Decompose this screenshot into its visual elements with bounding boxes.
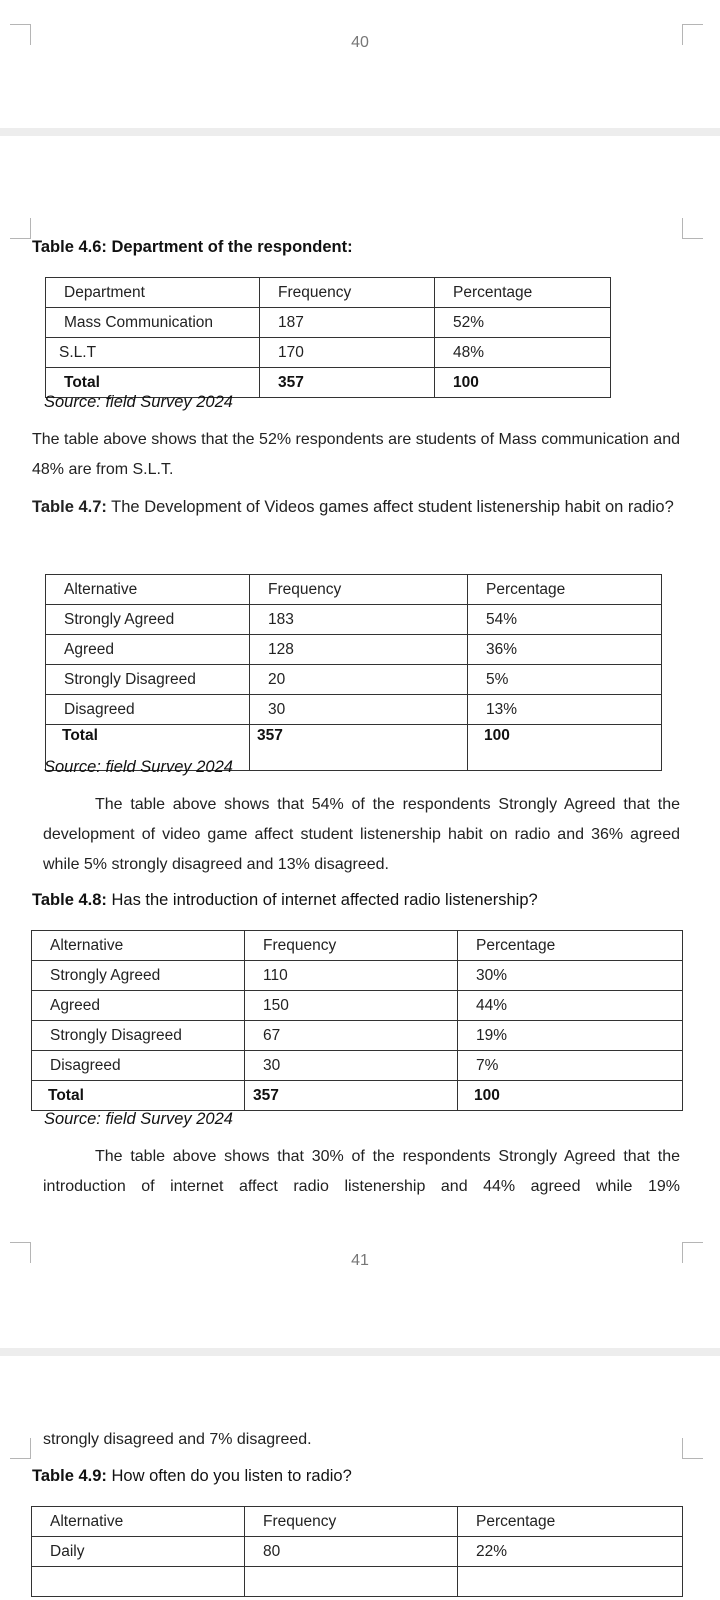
table-header-row (32, 931, 683, 961)
table-4-6 (45, 277, 611, 398)
table-cell: 170 (260, 338, 435, 368)
table-4-7 (45, 574, 662, 771)
header-cell: Alternative (32, 931, 245, 961)
table-row (46, 605, 662, 635)
table-cell: 100 (458, 1081, 683, 1111)
table-total-row (32, 1081, 683, 1111)
page-40 (0, 0, 720, 128)
page-separator (0, 128, 720, 136)
table-cell: Strongly Agreed (32, 961, 245, 991)
summary-text: The table above shows that 54% of the respondents Strongly Agreed that the development of video game affect student listenership habit on radio and 36% agreed while 5% strongly disagreed and 13% disagreed. (43, 796, 680, 873)
table-4-7-caption (32, 492, 680, 522)
summary-text: The table above shows that 30% of the respondents Strongly Agreed that the introduction of internet affect radio listenership and 44% agreed while 19% (43, 1148, 680, 1195)
table-4-7-summary (43, 790, 680, 880)
page-number: 41 (351, 1252, 369, 1269)
table-cell: 52% (435, 308, 611, 338)
table-cell: 150 (245, 991, 458, 1021)
page-separator (0, 1348, 720, 1356)
table-row (32, 1537, 683, 1567)
caption-label: Table 4.9: (32, 1467, 107, 1485)
page-number: 40 (351, 34, 369, 51)
table-cell: 5% (468, 665, 662, 695)
table-header-row (46, 575, 662, 605)
table-cell: Total (46, 368, 260, 398)
table-cell: Agreed (46, 635, 250, 665)
header-cell: Frequency (250, 575, 468, 605)
table-cell: 357 (260, 368, 435, 398)
table-cell (32, 1567, 245, 1597)
table-cell (458, 1567, 683, 1597)
table-cell: Agreed (32, 991, 245, 1021)
caption-title: Department of the respondent: (106, 238, 353, 256)
caption-title: How often do you listen to radio? (106, 1467, 352, 1485)
margin-corner-mark (682, 1438, 703, 1459)
caption-label: Table 4.8: (32, 891, 107, 909)
table-cell: 187 (260, 308, 435, 338)
table-row (32, 1021, 683, 1051)
caption-label: Table 4.6: (32, 238, 107, 256)
table-cell: 19% (458, 1021, 683, 1051)
header-cell: Frequency (245, 1507, 458, 1537)
table-row (32, 1051, 683, 1081)
table-cell: 54% (468, 605, 662, 635)
table-cell: 13% (468, 695, 662, 725)
table-cell: Disagreed (46, 695, 250, 725)
table-cell (245, 1567, 458, 1597)
header-cell: Percentage (435, 278, 611, 308)
header-cell: Percentage (468, 575, 662, 605)
table-header-row (32, 1507, 683, 1537)
table-cell: 80 (245, 1537, 458, 1567)
table-4-8 (31, 930, 683, 1111)
header-cell: Frequency (260, 278, 435, 308)
table-4-9-caption (32, 1467, 352, 1486)
table-cell: Daily (32, 1537, 245, 1567)
header-cell: Department (46, 278, 260, 308)
table-cell: 100 (435, 368, 611, 398)
table-cell: 183 (250, 605, 468, 635)
table-cell: Disagreed (32, 1051, 245, 1081)
table-cell: 20 (250, 665, 468, 695)
table-cell: 44% (458, 991, 683, 1021)
table-4-9 (31, 1506, 683, 1597)
table-cell: Strongly Disagreed (32, 1021, 245, 1051)
table-4-8-caption (32, 891, 538, 910)
table-row (32, 991, 683, 1021)
header-cell: Alternative (46, 575, 250, 605)
table-row (46, 665, 662, 695)
table-cell: 30% (458, 961, 683, 991)
table-cell: 36% (468, 635, 662, 665)
table-cell: 128 (250, 635, 468, 665)
table-cell: Strongly Disagreed (46, 665, 250, 695)
table-cell: Total (32, 1081, 245, 1111)
header-cell: Percentage (458, 1507, 683, 1537)
table-4-6-source: Source: field Survey 2024 (44, 393, 233, 411)
caption-title: Has the introduction of internet affected radio listenership? (106, 891, 538, 909)
table-4-8-summary (43, 1142, 680, 1202)
caption-title: The Development of Videos games affect student listenership habit on radio? (106, 498, 674, 516)
table-cell: 22% (458, 1537, 683, 1567)
table-cell: 48% (435, 338, 611, 368)
table-4-8-summary-continued: strongly disagreed and 7% disagreed. (43, 1431, 312, 1448)
table-4-6-caption (32, 238, 353, 257)
table-cell: 110 (245, 961, 458, 991)
table-row (46, 695, 662, 725)
header-cell: Frequency (245, 931, 458, 961)
table-cell: Total (46, 725, 250, 771)
table-cell: 357 (250, 725, 468, 771)
margin-corner-mark (10, 218, 31, 239)
table-cell: 30 (245, 1051, 458, 1081)
table-cell: 7% (458, 1051, 683, 1081)
table-header-row (46, 278, 611, 308)
table-4-8-source: Source: field Survey 2024 (44, 1110, 233, 1128)
table-4-6-summary: The table above shows that the 52% respondents are students of Mass communication and 48% are from S.L.T. (32, 431, 680, 478)
table-row (32, 961, 683, 991)
table-cell: 357 (245, 1081, 458, 1111)
margin-corner-mark (10, 1438, 31, 1459)
page-42 (0, 1356, 720, 1600)
table-row (46, 338, 611, 368)
table-row (46, 308, 611, 338)
table-4-7-source: Source: field Survey 2024 (44, 758, 233, 776)
table-cell: 67 (245, 1021, 458, 1051)
table-cell: Mass Communication (46, 308, 260, 338)
header-cell: Percentage (458, 931, 683, 961)
header-cell: Alternative (32, 1507, 245, 1537)
margin-corner-mark (682, 218, 703, 239)
table-row (46, 635, 662, 665)
page-41 (0, 136, 720, 1348)
table-cell: 30 (250, 695, 468, 725)
table-cell: 100 (468, 725, 662, 771)
caption-label: Table 4.7: (32, 498, 107, 516)
table-cell: Strongly Agreed (46, 605, 250, 635)
table-cell: S.L.T (46, 338, 260, 368)
table-row (32, 1567, 683, 1597)
